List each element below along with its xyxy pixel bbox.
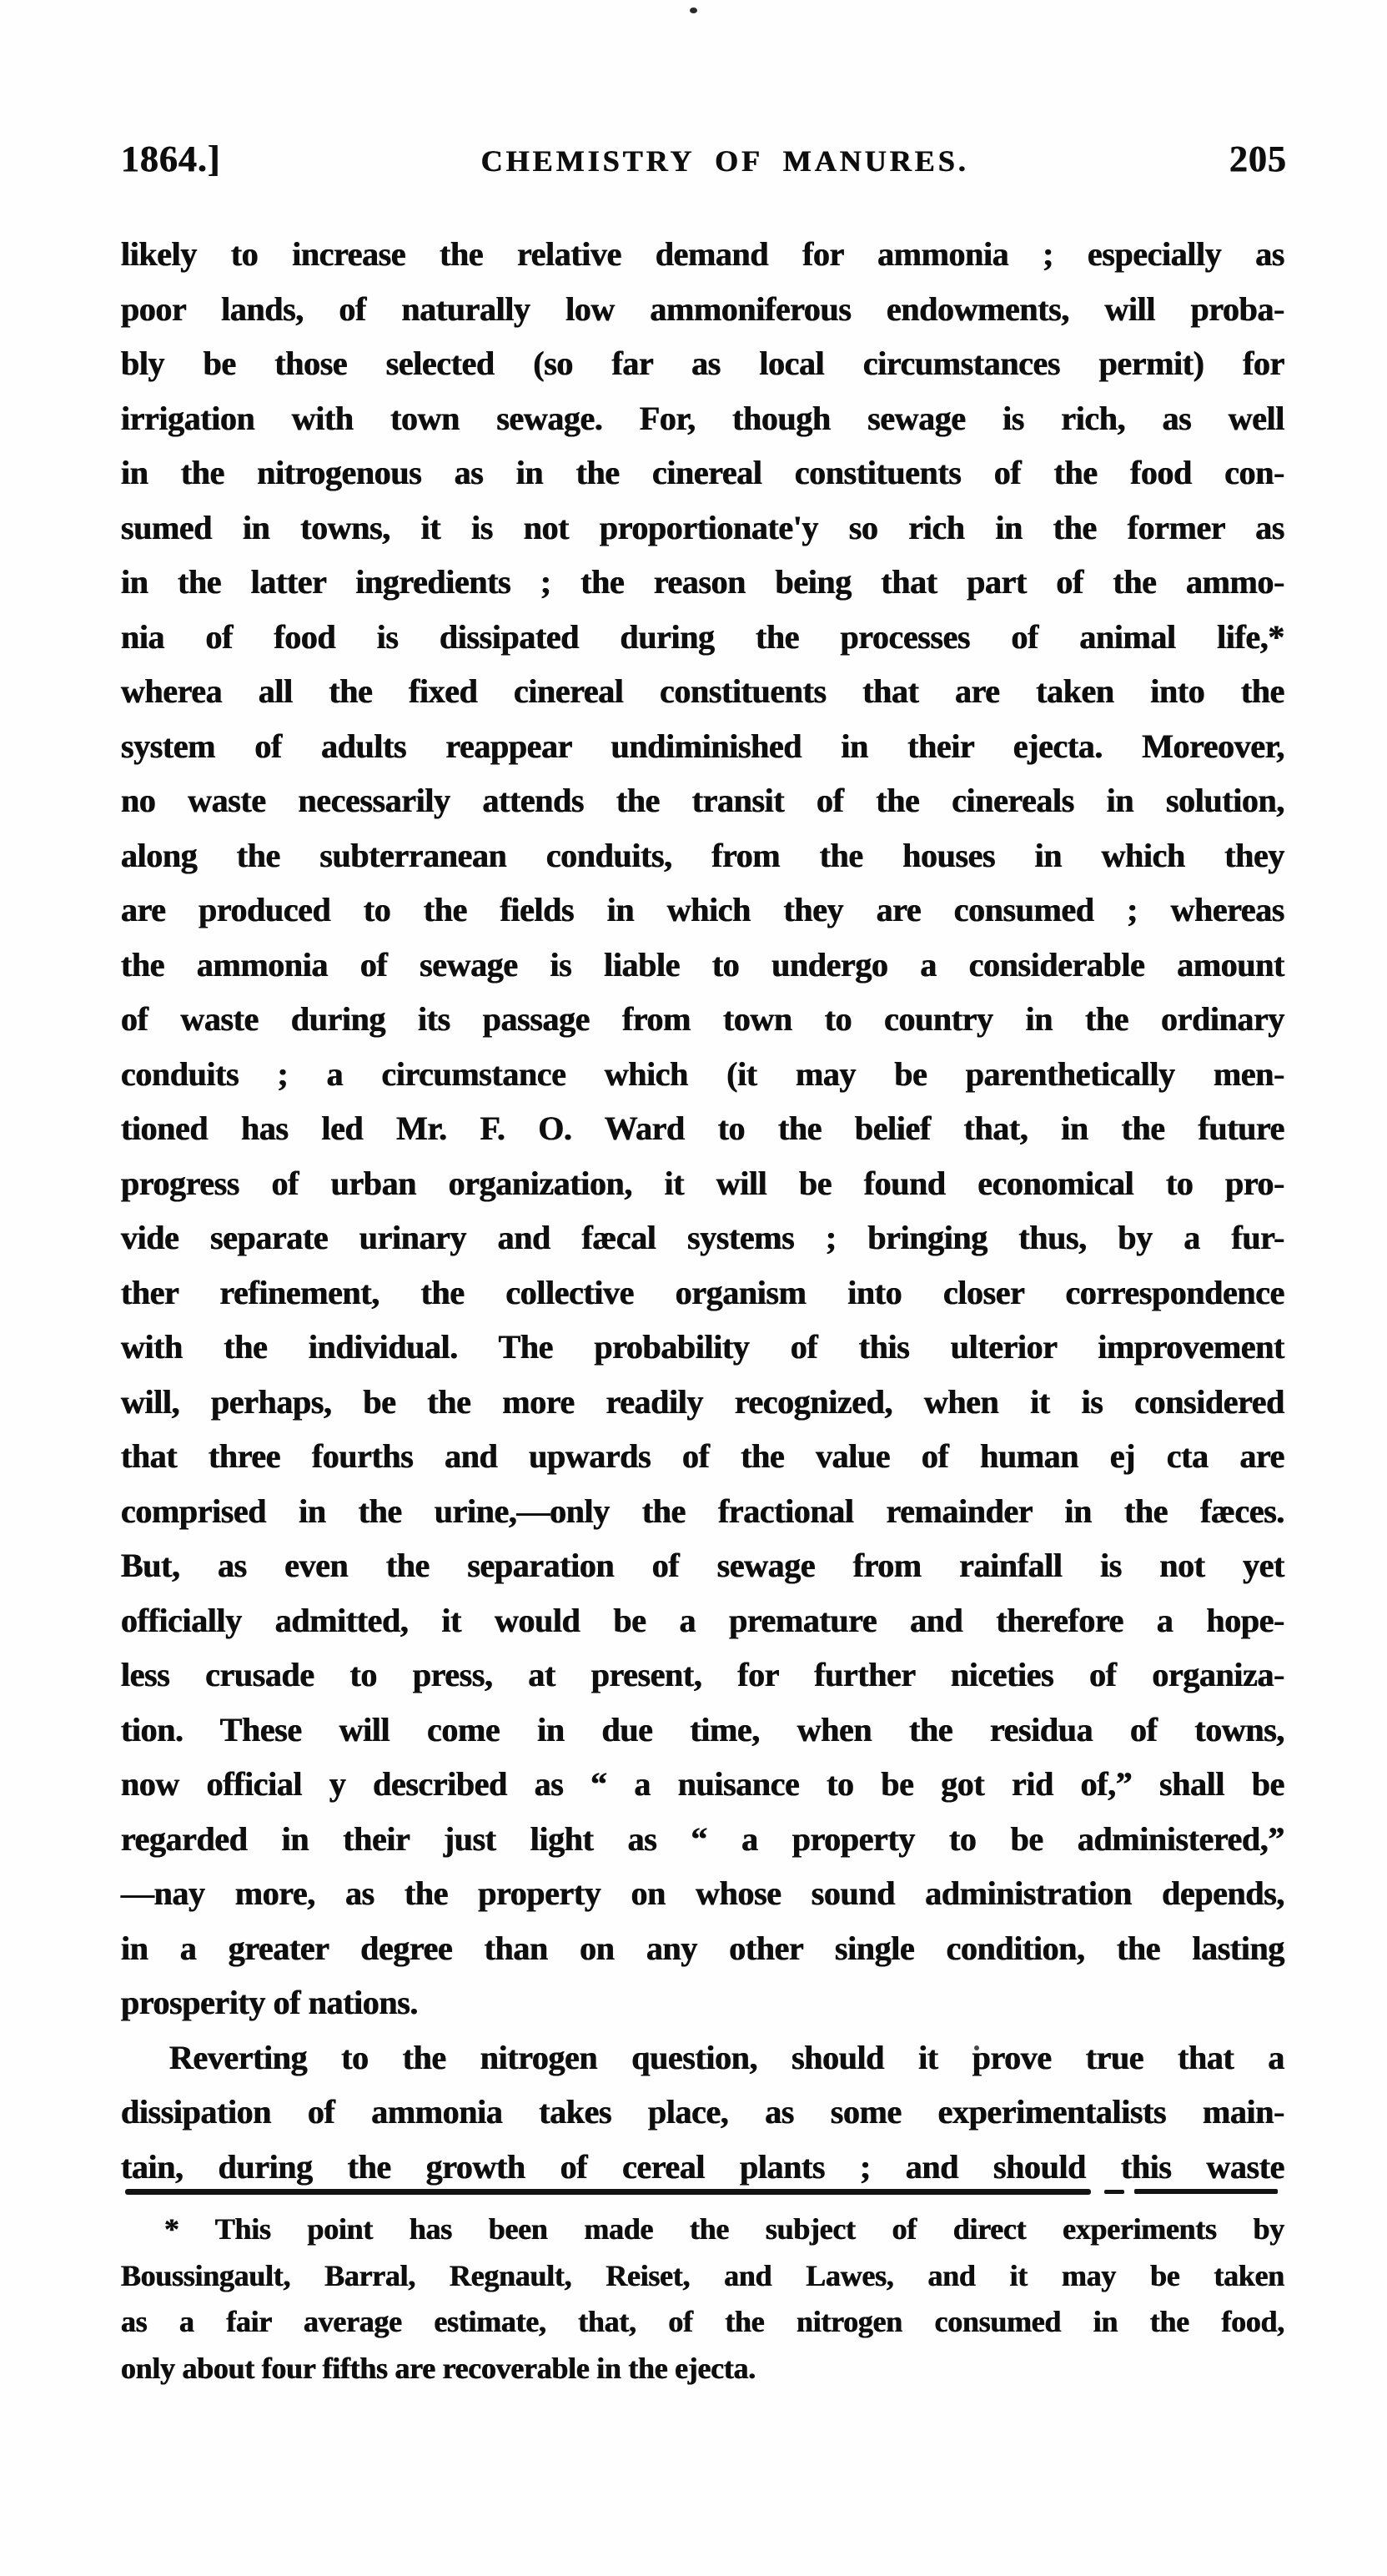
text-line: of waste during its passage from town to country in the ordinary: [121, 1000, 1284, 1038]
page-header: [121, 138, 1287, 180]
footnote-separator-rule: [125, 2187, 1284, 2196]
text-line: progress of urban organization, it will be found economical to pro-: [121, 1164, 1284, 1202]
text-line: are produced to the fields in which they are consumed ; whereas: [121, 891, 1284, 928]
text-line: now official y described as “ a nuisance to be got rid of,” shall be: [121, 1765, 1284, 1803]
text-line: in a greater degree than on any other single condition, the lasting: [121, 1929, 1284, 1967]
rule-segment-end: [1134, 2189, 1278, 2194]
body-text: [121, 227, 1284, 2194]
text-line: irrigation with town sewage. For, though sewage is rich, as well: [121, 399, 1284, 437]
text-line: tion. These will come in due time, when the residua of towns,: [121, 1710, 1284, 1748]
rule-segment-main: [125, 2189, 1091, 2195]
text-line: poor lands, of naturally low ammoniferous endowments, will proba-: [121, 289, 1284, 328]
text-line: dissipation of ammonia takes place, as some experimentalists main-: [121, 2093, 1284, 2131]
text-line: will, perhaps, be the more readily recognized, when it is considered: [121, 1382, 1284, 1421]
text-line: officially admitted, it would be a premature and therefore a hope-: [121, 1601, 1284, 1639]
text-line: tioned has led Mr. F. O. Ward to the belief that, in the future: [121, 1109, 1284, 1147]
text-line: system of adults reappear undiminished in their ejecta. Moreover,: [121, 727, 1284, 765]
text-line: wherea all the fixed cinereal constituents that are taken into the: [121, 672, 1284, 710]
text-line: tain, during the growth of cereal plants ; and should this waste: [121, 2147, 1284, 2186]
rule-segment-dash: [1104, 2190, 1124, 2194]
text-line: in the latter ingredients ; the reason being that part of the ammo-: [121, 563, 1284, 601]
footnote: [121, 2206, 1284, 2392]
text-line: in the nitrogenous as in the cinereal constituents of the food con-: [121, 454, 1284, 491]
text-line: as a fair average estimate, that, of the nitrogen consumed in the food,: [121, 2305, 1284, 2338]
text-line: likely to increase the relative demand for ammonia ; especially as: [121, 235, 1284, 273]
text-line: * This point has been made the subject of direct experiments by: [164, 2212, 1284, 2246]
text-line: ther refinement, the collective organism into closer correspondence: [121, 1273, 1284, 1311]
text-line: But, as even the separation of sewage from rainfall is not yet: [121, 1547, 1284, 1584]
text-line: only about four fifths are recoverable in the ejecta.: [121, 2351, 756, 2385]
text-line: Boussingault, Barral, Regnault, Reiset, and Lawes, and it may be taken: [121, 2258, 1284, 2292]
text-line: along the subterranean conduits, from the houses in which they: [121, 836, 1284, 874]
text-line: sumed in towns, it is not proportionate'y so rich in the former as: [121, 508, 1284, 546]
text-line: the ammonia of sewage is liable to undergo a considerable amount: [121, 945, 1284, 984]
text-line: vide separate urinary and fæcal systems ; bringing thus, by a fur-: [121, 1219, 1284, 1256]
header-title: CHEMISTRY OF MANURES.: [480, 144, 969, 178]
text-line: conduits ; a circumstance which (it may be parenthetically men-: [121, 1054, 1284, 1093]
text-line: regarded in their just light as “ a property to be administered,”: [121, 1819, 1284, 1858]
text-line: nia of food is dissipated during the processes of animal life,*: [121, 617, 1284, 656]
text-line: Reverting to the nitrogen question, should it prove true that a: [169, 2038, 1284, 2076]
header-page-number: 205: [1229, 138, 1287, 179]
scan-artifact-dot: [690, 8, 697, 13]
text-line: less crusade to press, at present, for further niceties of organiza-: [121, 1656, 1284, 1693]
text-line: that three fourths and upwards of the value of human ej cta are: [121, 1437, 1284, 1475]
text-line: prosperity of nations.: [121, 1984, 419, 2021]
text-line: with the individual. The probability of this ulterior improvement: [121, 1328, 1284, 1366]
text-line: bly be those selected (so far as local circumstances permit) for: [121, 345, 1284, 382]
text-line: comprised in the urine,—only the fractional remainder in the fæces.: [121, 1492, 1284, 1530]
header-year: 1864.]: [121, 138, 221, 179]
text-line: no waste necessarily attends the transit of the cinereals in solution,: [121, 782, 1284, 819]
text-line: —nay more, as the property on whose sound administration depends,: [121, 1874, 1284, 1912]
